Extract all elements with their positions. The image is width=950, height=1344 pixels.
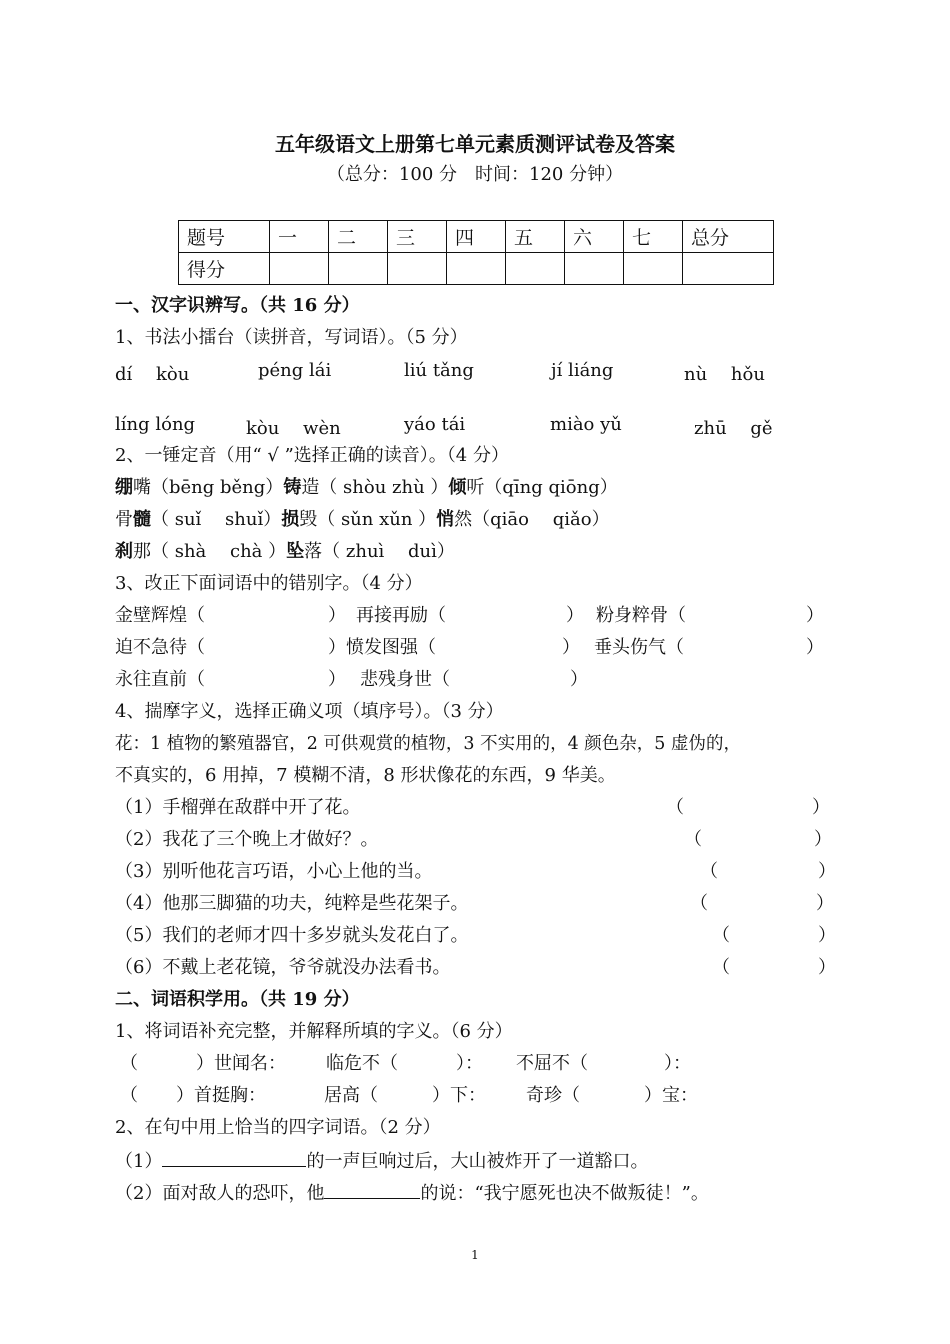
score-cell[interactable] — [683, 253, 774, 285]
fill-close[interactable]: ）： — [456, 1053, 483, 1074]
score-cell[interactable] — [388, 253, 447, 285]
bracket-close: ） — [566, 605, 584, 626]
bracket-close: ） — [328, 669, 346, 690]
score-table — [178, 220, 774, 285]
target-char: 刹 — [115, 541, 133, 562]
answer-bracket-open[interactable]: （ — [712, 925, 730, 946]
item-label: （1） — [115, 1151, 163, 1172]
score-header-cell: 四 — [447, 221, 506, 253]
wrong-word: 再接再励（ — [356, 605, 446, 626]
question-text: （5）我们的老师才四十多岁就头发花白了。 — [115, 925, 469, 946]
pinyin-word: nù hǒu — [684, 364, 765, 385]
page-number: 1 — [471, 1248, 479, 1262]
score-header-cell: 五 — [506, 221, 565, 253]
bracket-close: ） — [570, 669, 588, 690]
answer-bracket-open[interactable]: （ — [712, 957, 730, 978]
answer-bracket-open[interactable]: （ — [690, 893, 708, 914]
pinyin-word: dí kòu — [115, 364, 190, 385]
answer-bracket-close[interactable]: ） — [816, 893, 834, 914]
wrong-word: 粉身粹骨（ — [596, 605, 686, 626]
target-char: 悄 — [436, 509, 455, 530]
score-header-cell: 题号 — [179, 221, 270, 253]
fill-close[interactable]: ）宝： — [644, 1085, 698, 1106]
target-char: 损 — [281, 509, 300, 530]
reading-options[interactable]: 毁（ sǔn xǔn ） — [299, 509, 437, 530]
score-header-cell: 七 — [624, 221, 683, 253]
question-text: （3）别听他花言巧语，小心上他的当。 — [115, 861, 433, 882]
fill-phrase: 居高（ — [324, 1085, 378, 1106]
s1-q2-row-1 — [115, 472, 618, 504]
reading-options[interactable]: 造（ shòu zhù ） — [301, 477, 449, 498]
fill-phrase: 临危不（ — [326, 1053, 398, 1074]
reading-options[interactable]: 然（qiāo qiǎo） — [454, 509, 610, 530]
s1-q2-row-2 — [115, 504, 610, 536]
answer-bracket-close[interactable]: ） — [814, 829, 832, 850]
item-text: 的说：“我宁愿死也决不做叛徒！”。 — [420, 1183, 709, 1204]
answer-bracket-close[interactable]: ） — [818, 957, 836, 978]
score-row-label: 得分 — [179, 253, 270, 285]
wrong-word: 金壁辉煌（ — [115, 605, 205, 626]
score-table-score-row — [179, 253, 774, 285]
s1-q2-row-3 — [115, 536, 455, 568]
s2-q2-item-1 — [115, 1146, 648, 1178]
bracket-close: ） — [328, 605, 346, 626]
bracket-close: ） — [806, 637, 824, 658]
score-header-cell: 二 — [329, 221, 388, 253]
score-cell[interactable] — [270, 253, 329, 285]
answer-blank[interactable] — [162, 1146, 306, 1167]
section2-heading: 二、词语积学用。（共 19 分） — [115, 989, 360, 1010]
pinyin-word: kòu wèn — [246, 418, 341, 439]
reading-options[interactable]: 听（qīng qiōng） — [466, 477, 618, 498]
answer-bracket-open[interactable]: （ — [684, 829, 702, 850]
pinyin-word: yáo tái — [404, 414, 466, 435]
score-header-cell: 总分 — [683, 221, 774, 253]
s2-q2-item-2 — [115, 1178, 709, 1210]
s1-q4-meanings-2: 不真实的，6 用掉，7 模糊不清，8 形状像花的东西，9 华美。 — [115, 765, 616, 786]
s1-q2-prompt: 2、一锤定音（用“ √ ”选择正确的读音）。（4 分） — [115, 445, 509, 466]
page-title: 五年级语文上册第七单元素质测评试卷及答案 — [275, 132, 675, 156]
s1-q4-meanings-1: 花：1 植物的繁殖器官，2 可供观赏的植物，3 不实用的，4 颜色杂，5 虚伪的， — [115, 734, 741, 754]
question-text: （4）他那三脚猫的功夫，纯粹是些花架子。 — [115, 893, 469, 914]
reading-options[interactable]: （ suǐ shuǐ） — [151, 509, 282, 530]
s2-q2-prompt: 2、在句中用上恰当的四字词语。（2 分） — [115, 1117, 441, 1138]
bracket-close: ） — [328, 637, 346, 658]
fill-close[interactable]: ）下： — [432, 1085, 486, 1106]
score-header-cell: 六 — [565, 221, 624, 253]
question-text: （2）我花了三个晚上才做好？。 — [115, 829, 379, 850]
wrong-word: 迫不急待（ — [115, 637, 205, 658]
item-text: 的一声巨响过后，大山被炸开了一道豁口。 — [306, 1151, 649, 1172]
reading-options[interactable]: 那（ shà chà ） — [133, 541, 287, 562]
wrong-word: 永往直前（ — [115, 669, 205, 690]
pinyin-word: miào yǔ — [550, 414, 622, 435]
target-char: 铸 — [283, 477, 302, 498]
score-cell[interactable] — [447, 253, 506, 285]
pinyin-word: liú tǎng — [404, 360, 474, 381]
fill-phrase: ）世闻名： — [196, 1053, 286, 1074]
score-header-cell: 三 — [388, 221, 447, 253]
s1-q4-prompt: 4、揣摩字义，选择正确义项（填序号）。（3 分） — [115, 701, 504, 722]
target-char: 绷 — [115, 477, 133, 498]
score-cell[interactable] — [624, 253, 683, 285]
s1-q1-prompt: 1、书法小擂台（读拼音，写词语）。（5 分） — [115, 327, 468, 348]
pinyin-word: zhū gě — [694, 418, 773, 439]
score-cell[interactable] — [506, 253, 565, 285]
score-cell[interactable] — [329, 253, 388, 285]
score-cell[interactable] — [565, 253, 624, 285]
answer-bracket-open[interactable]: （ — [666, 797, 684, 818]
page-subtitle: （总分：100 分 时间：120 分钟） — [326, 164, 624, 185]
answer-bracket-close[interactable]: ） — [812, 797, 830, 818]
s2-q1-prompt: 1、将词语补充完整，并解释所填的字义。（6 分） — [115, 1021, 513, 1042]
question-text: （6）不戴上老花镜，爷爷就没办法看书。 — [115, 957, 451, 978]
pinyin-word: líng lóng — [115, 414, 196, 435]
answer-bracket-close[interactable]: ） — [818, 861, 836, 882]
bracket-close: ） — [562, 637, 580, 658]
reading-options[interactable]: 落（ zhuì duì） — [304, 541, 455, 562]
fill-open[interactable]: （ — [120, 1085, 138, 1106]
score-table-header-row — [179, 221, 774, 253]
bracket-close: ） — [806, 605, 824, 626]
section1-heading: 一、汉字识辨写。（共 16 分） — [115, 295, 360, 316]
target-char: 坠 — [286, 541, 305, 562]
wrong-word: 悲残身世（ — [360, 669, 450, 690]
score-header-cell: 一 — [270, 221, 329, 253]
wrong-word: 愤发图强（ — [346, 637, 436, 658]
target-char: 髓 — [133, 509, 151, 530]
s1-q3-prompt: 3、改正下面词语中的错别字。（4 分） — [115, 573, 423, 594]
wrong-word: 垂头伤气（ — [594, 637, 684, 658]
fill-phrase: ）首挺胸： — [176, 1085, 266, 1106]
fill-close[interactable]: ）： — [664, 1053, 691, 1074]
target-char: 倾 — [448, 477, 467, 498]
question-text: （1）手榴弹在敌群中开了花。 — [115, 797, 361, 818]
fill-phrase: 奇珍（ — [526, 1085, 580, 1106]
reading-options[interactable]: 嘴（bēng běng） — [133, 477, 284, 498]
answer-bracket-open[interactable]: （ — [700, 861, 718, 882]
answer-blank[interactable] — [324, 1178, 420, 1199]
pinyin-word: jí liáng — [551, 360, 614, 381]
fill-phrase: 不屈不（ — [516, 1053, 588, 1074]
pinyin-word: péng lái — [258, 360, 332, 381]
fill-open[interactable]: （ — [120, 1053, 138, 1074]
prefix-char: 骨 — [115, 509, 133, 530]
item-text: （2）面对敌人的恐吓，他 — [115, 1183, 325, 1204]
answer-bracket-close[interactable]: ） — [818, 925, 836, 946]
